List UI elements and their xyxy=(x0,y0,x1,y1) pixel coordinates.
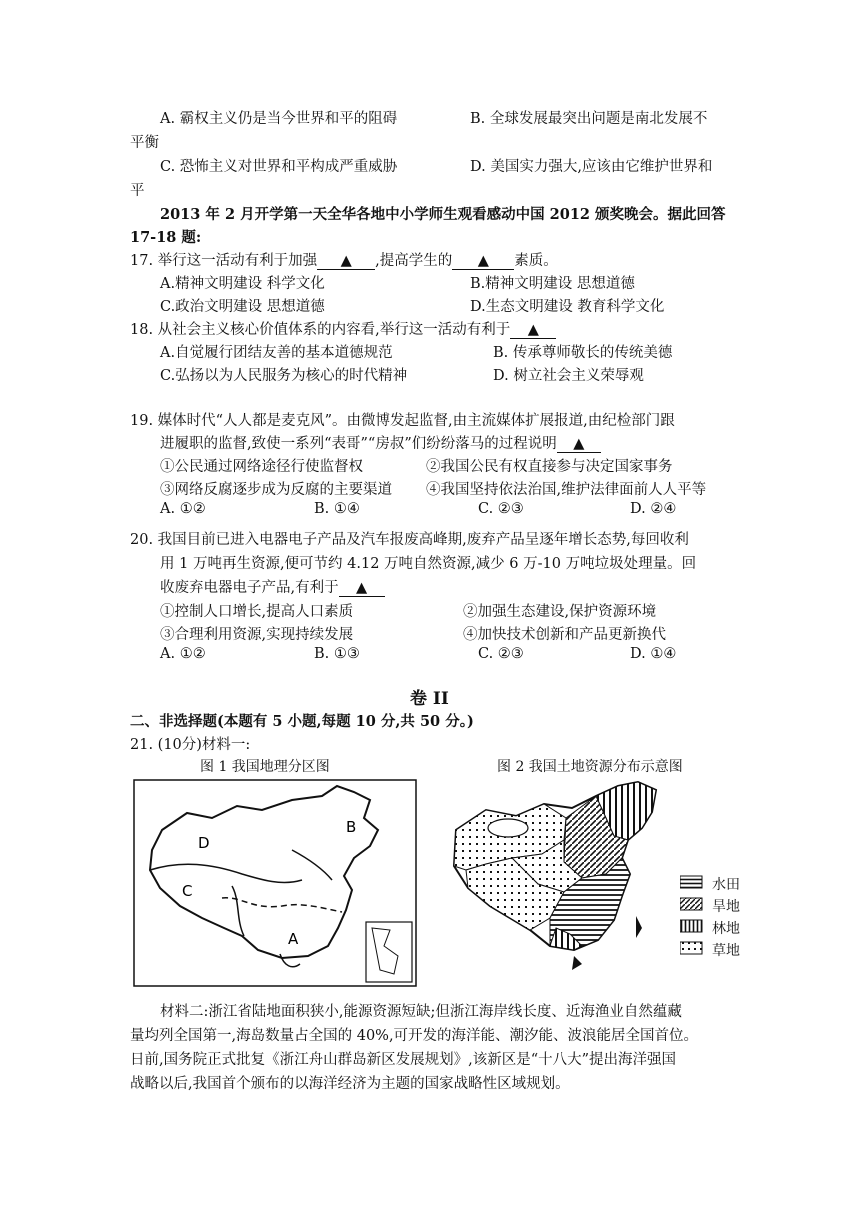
q17-option-a: A.精神文明建设 科学文化 xyxy=(160,276,325,292)
material2-line1: 材料二:浙江省陆地面积狭小,能源资源短缺;但浙江海岸线长度、近海渔业自然蕴藏 xyxy=(160,1004,682,1020)
intro-17-18-line2: 17-18 题: xyxy=(130,229,202,246)
q19-blank: ▲ xyxy=(557,436,601,453)
q18-option-b: B. 传承尊师敬长的传统美德 xyxy=(493,345,673,361)
region-label-a: A xyxy=(288,930,299,948)
q17-stem-a: 举行这一活动有利于加强 xyxy=(157,253,318,269)
q19-number: 19. xyxy=(130,413,154,429)
legend-label-paddy: 水田 xyxy=(712,877,740,893)
q21-intro: 21. (10分)材料一: xyxy=(130,737,251,753)
legend-swatch-grassland xyxy=(680,942,702,954)
region-label-d: D xyxy=(198,834,210,852)
q20-option-d: D. ①④ xyxy=(630,646,677,662)
q17-option-c: C.政治文明建设 思想道德 xyxy=(160,299,325,315)
q18-stem-text: 从社会主义核心价值体系的内容看,举行这一活动有利于 xyxy=(157,322,511,338)
q20-blank: ▲ xyxy=(339,580,385,597)
q18-option-a: A.自觉履行团结友善的基本道德规范 xyxy=(160,345,393,361)
figure2-caption: 图 2 我国土地资源分布示意图 xyxy=(497,759,683,775)
q20-statement-1: ①控制人口增长,提高人口素质 xyxy=(160,604,354,620)
q19-statement-2: ②我国公民有权直接参与决定国家事务 xyxy=(426,459,673,475)
q19-statement-3: ③网络反腐逐步成为反腐的主要渠道 xyxy=(160,482,392,498)
q20-statement-2: ②加强生态建设,保护资源环境 xyxy=(463,604,657,620)
q16-option-c: C. 恐怖主义对世界和平构成严重威胁 xyxy=(160,159,398,175)
figure1-caption: 图 1 我国地理分区图 xyxy=(200,759,330,775)
q16-option-d: D. 美国实力强大,应该由它维护世界和 xyxy=(470,159,713,175)
legend-label-grassland: 草地 xyxy=(712,943,740,959)
legend-swatch-dryland xyxy=(680,898,702,910)
q20-option-b: B. ①③ xyxy=(314,646,360,662)
taiwan-island-shape xyxy=(636,916,642,938)
q19-line1-text: 媒体时代“人人都是麦克风”。由微博发起监督,由主流媒体扩展报道,由纪检部门跟 xyxy=(157,413,675,429)
basin-shape xyxy=(488,819,528,837)
figure1-map xyxy=(132,778,418,988)
q18-blank: ▲ xyxy=(510,322,556,339)
q17-option-d: D.生态文明建设 教育科学文化 xyxy=(470,299,665,315)
q19-statement-1: ①公民通过网络途径行使监督权 xyxy=(160,459,363,475)
legend-swatch-forest xyxy=(680,920,702,932)
q20-line3 xyxy=(160,576,385,597)
legend-label-dryland: 旱地 xyxy=(712,899,740,915)
q20-line3-text: 收废弃电器电子产品,有利于 xyxy=(160,580,339,596)
q19-option-d: D. ②④ xyxy=(630,501,677,517)
q19-line2-text: 进履职的监督,致使一系列“表哥”“房叔”们纷纷落马的过程说明 xyxy=(160,436,557,452)
q16-option-d-cont: 平 xyxy=(130,183,145,199)
q20-line1-text: 我国目前已进入电器电子产品及汽车报废高峰期,废弃产品呈逐年增长态势,每回收利 xyxy=(157,532,689,548)
q20-statement-4: ④加快技术创新和产品更新换代 xyxy=(463,627,666,643)
q20-number: 20. xyxy=(130,532,154,548)
figure2-map xyxy=(446,778,670,974)
q18-stem xyxy=(130,318,556,339)
q20-line2: 用 1 万吨再生资源,便可节约 4.12 万吨自然资源,减少 6 万-10 万吨垃圾处理量。回 xyxy=(160,556,697,572)
q19-option-b: B. ①④ xyxy=(314,501,360,517)
q17-stem xyxy=(130,249,558,270)
q20-statement-3: ③合理利用资源,实现持续发展 xyxy=(160,627,354,643)
material2-line3: 日前,国务院正式批复《浙江舟山群岛新区发展规划》,该新区是“十八大”提出海洋强国 xyxy=(130,1052,677,1068)
q17-stem-c: 素质。 xyxy=(514,253,558,269)
q18-option-c: C.弘扬以为人民服务为核心的时代精神 xyxy=(160,368,408,384)
q20-option-c: C. ②③ xyxy=(478,646,524,662)
q16-option-b-cont: 平衡 xyxy=(130,135,159,151)
q19-option-a: A. ①② xyxy=(160,501,206,517)
q18-option-d: D. 树立社会主义荣辱观 xyxy=(493,368,644,384)
material2-line4: 战略以后,我国首个颁布的以海洋经济为主题的国家战略性区域规划。 xyxy=(130,1076,570,1092)
volume-title: 卷 II xyxy=(410,689,449,709)
region-label-c: C xyxy=(182,882,193,900)
region-label-b: B xyxy=(346,818,357,836)
q20-option-a: A. ①② xyxy=(160,646,206,662)
q19-option-c: C. ②③ xyxy=(478,501,524,517)
q17-blank-2: ▲ xyxy=(452,253,514,270)
legend-label-forest: 林地 xyxy=(712,921,740,937)
q19-statement-4: ④我国坚持依法治国,维护法律面前人人平等 xyxy=(426,482,707,498)
q19-line2 xyxy=(160,432,601,453)
q16-option-a: A. 霸权主义仍是当今世界和平的阻碍 xyxy=(160,111,398,127)
q18-number: 18. xyxy=(130,322,154,338)
q20-line1 xyxy=(130,528,689,549)
q19-line1 xyxy=(130,409,675,430)
intro-17-18-line1: 2013 年 2 月开学第一天全华各地中小学师生观看感动中国 2012 颁奖晚会。据此回答 xyxy=(160,206,726,223)
hainan-island-shape xyxy=(572,956,582,970)
q17-option-b: B.精神文明建设 思想道德 xyxy=(470,276,635,292)
q17-blank-1: ▲ xyxy=(317,253,375,270)
section-heading: 二、非选择题(本题有 5 小题,每题 10 分,共 50 分。) xyxy=(130,713,474,730)
q17-stem-b: ,提高学生的 xyxy=(375,253,453,269)
q16-option-b: B. 全球发展最突出问题是南北发展不 xyxy=(470,111,708,127)
q17-number: 17. xyxy=(130,253,154,269)
material2-line2: 量均列全国第一,海岛数量占全国的 40%,可开发的海洋能、潮汐能、波浪能居全国首位。 xyxy=(130,1028,699,1044)
legend-swatch-paddy xyxy=(680,876,702,888)
